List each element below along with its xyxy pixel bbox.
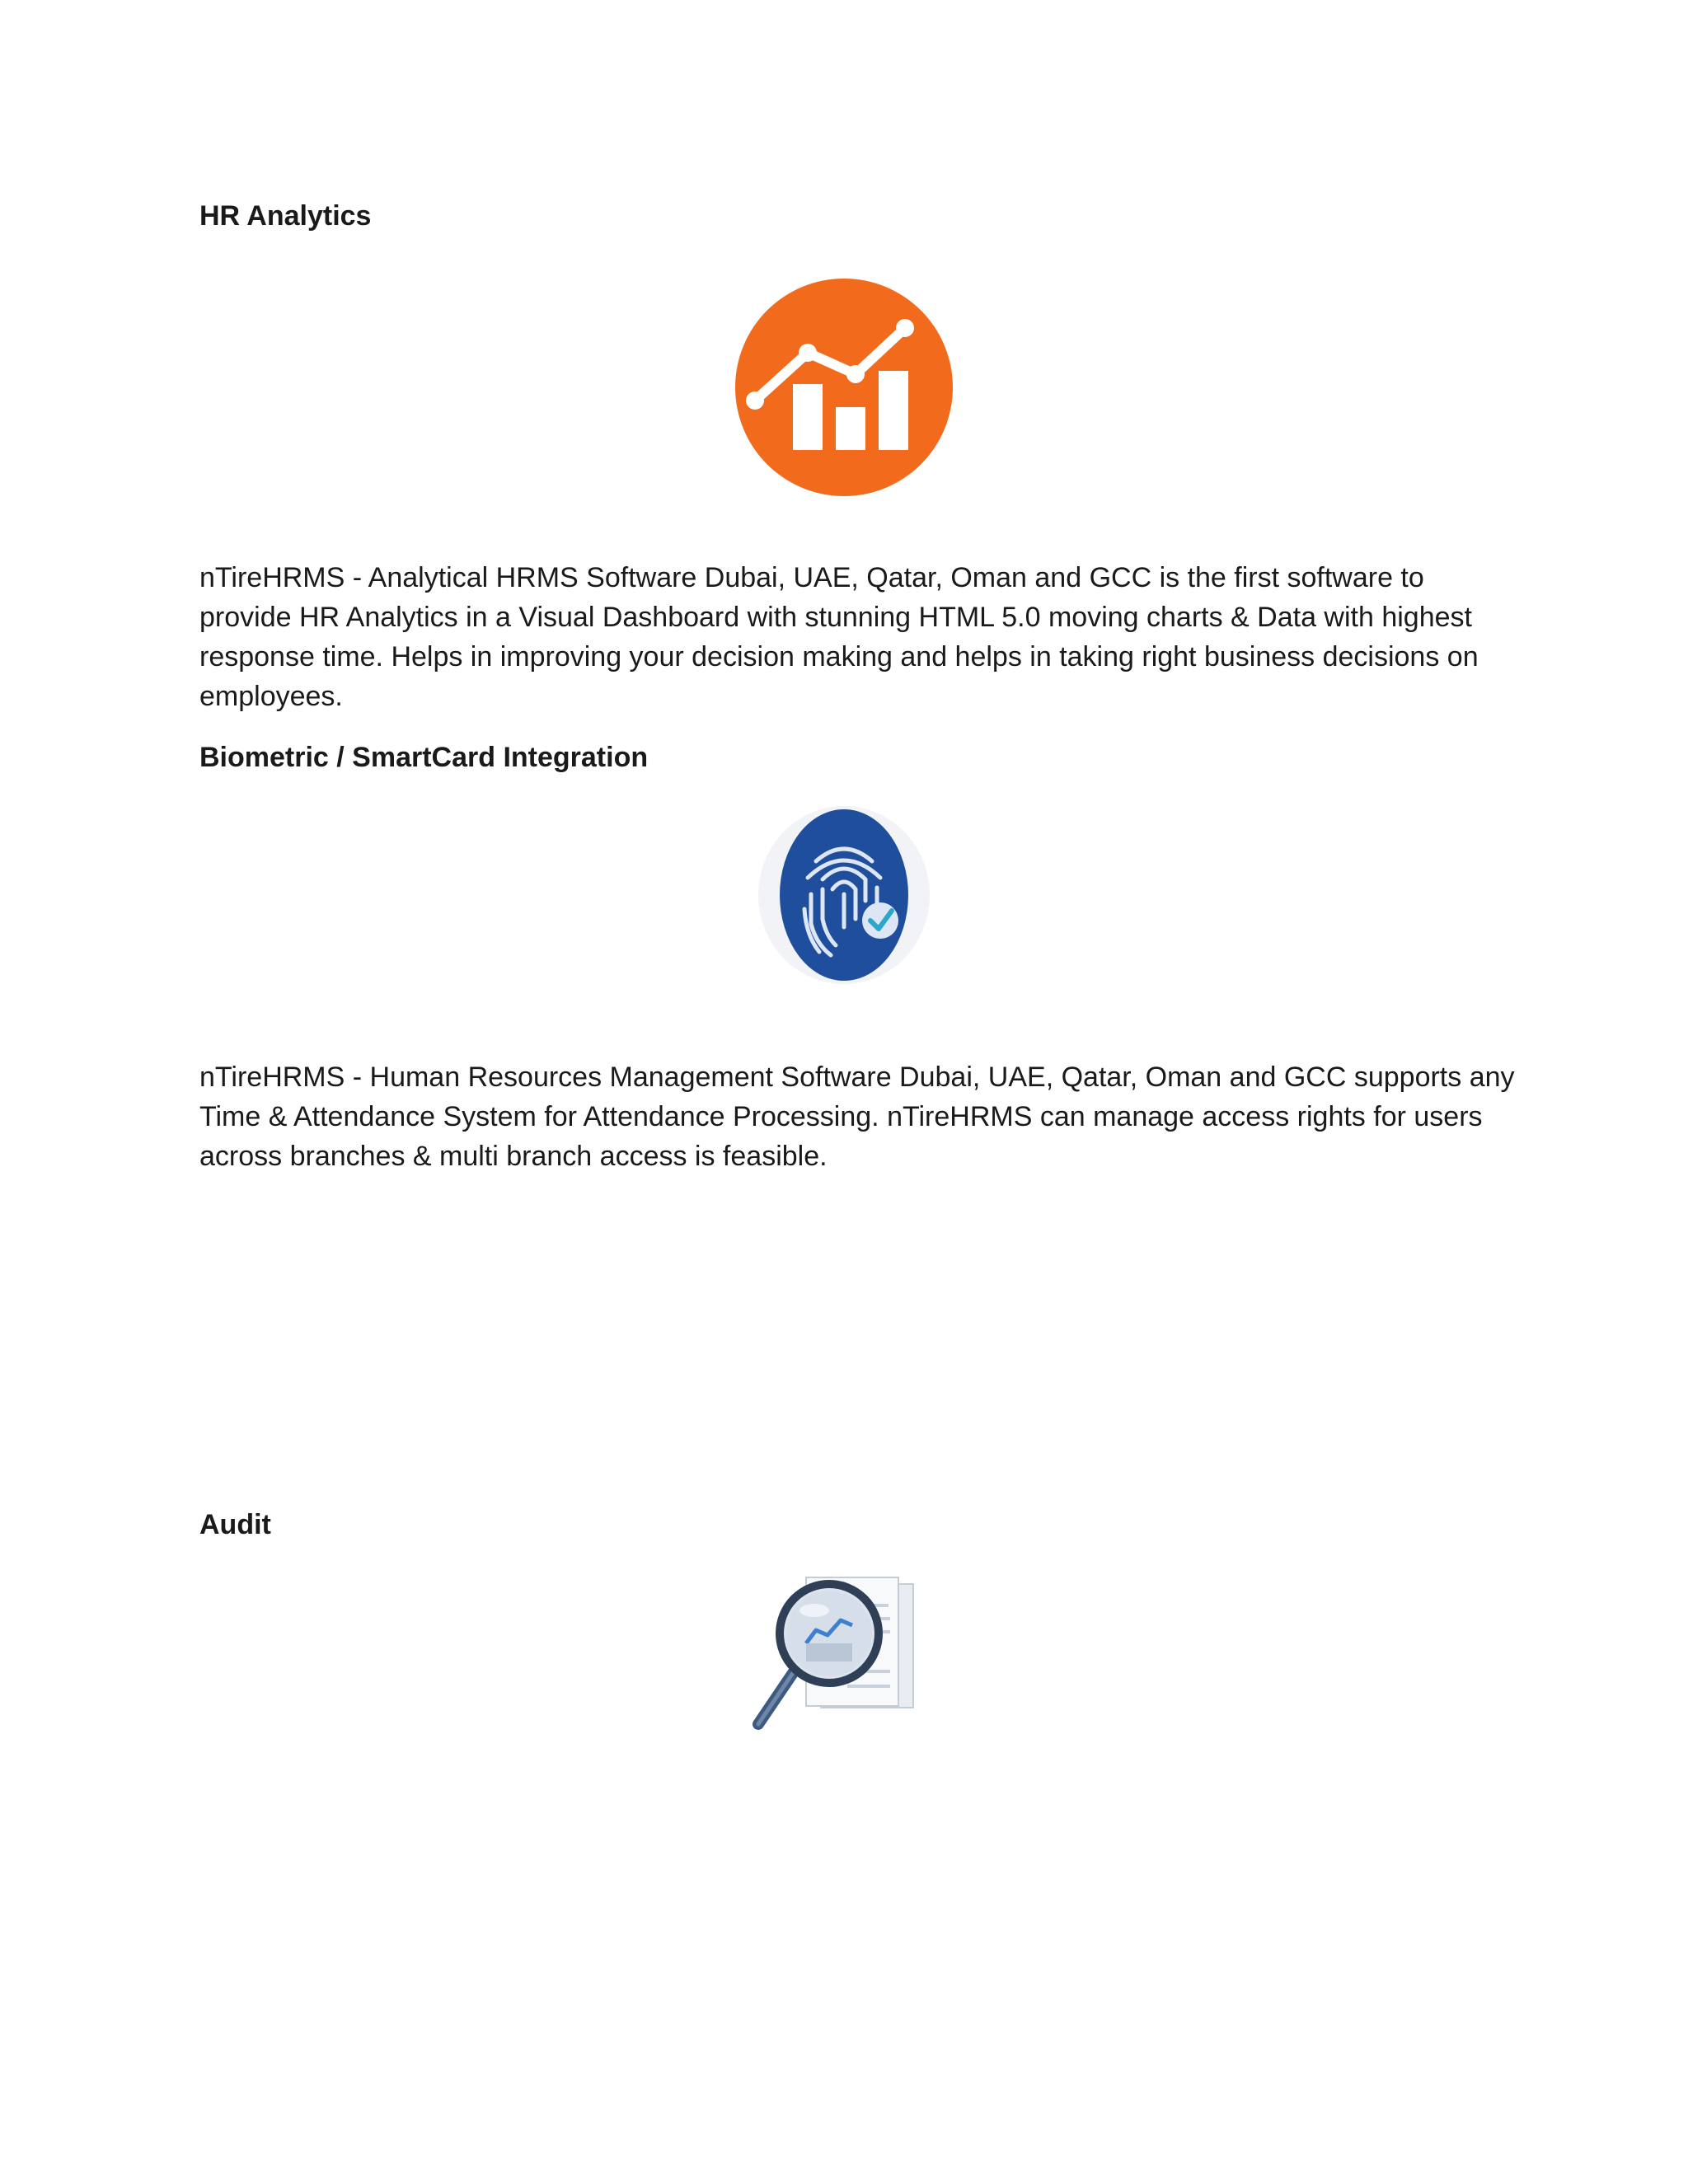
biometric-paragraph-line: across branches & multi branch access is feasible.	[199, 1141, 828, 1172]
biometric-paragraph	[199, 1057, 1515, 1176]
analytics-paragraph-line: provide HR Analytics in a Visual Dashboard with stunning HTML 5.0 moving charts & Data with highest	[199, 602, 1472, 633]
heading-hr-analytics: HR Analytics	[199, 200, 372, 232]
analytics-paragraph-line: employees.	[199, 681, 343, 712]
biometric-paragraph-line: Time & Attendance System for Attendance Processing. nTireHRMS can manage access rights for users	[199, 1101, 1483, 1132]
heading-audit: Audit	[199, 1509, 271, 1540]
heading-biometric-smartcard: Biometric / SmartCard Integration	[199, 742, 649, 773]
fingerprint-icon	[757, 804, 931, 987]
analytics-chart-icon	[734, 277, 954, 498]
audit-magnifier-icon	[748, 1572, 930, 1737]
analytics-paragraph-line: response time. Helps in improving your decision making and helps in taking right business decisions on	[199, 641, 1479, 673]
biometric-paragraph-line: nTireHRMS - Human Resources Management Software Dubai, UAE, Qatar, Oman and GCC supports any	[199, 1062, 1515, 1093]
analytics-paragraph	[199, 558, 1502, 716]
analytics-paragraph-line: nTireHRMS - Analytical HRMS Software Dubai, UAE, Qatar, Oman and GCC is the first software to	[199, 562, 1424, 593]
